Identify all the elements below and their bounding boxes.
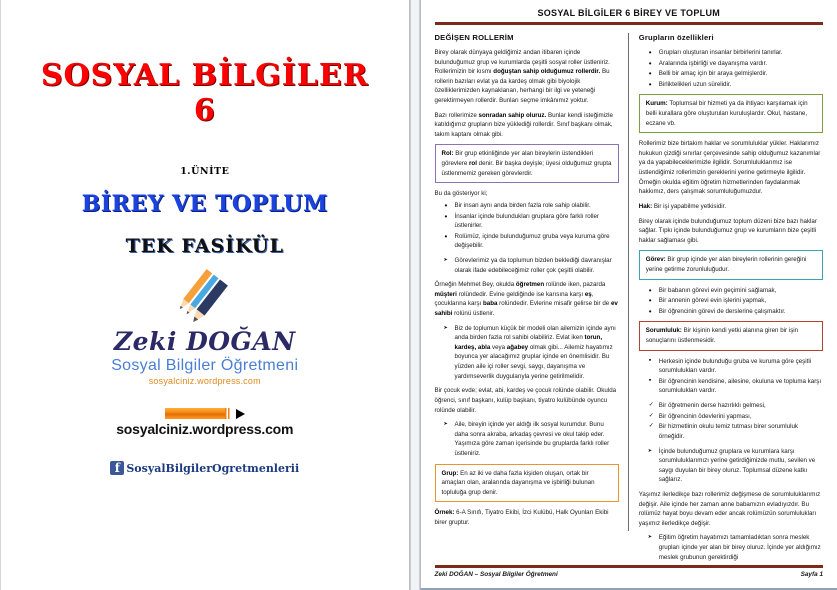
author-name: Zeki DOĞAN — [113, 327, 296, 356]
list-item: ✓ Bir hizmetlinin okulu temiz tutması birer sorumluluk örneğidir. — [651, 422, 823, 441]
list-item: ▪ Bir öğrencinin kendisine, ailesine, okuluna ve topluma karşı sorumlulukları vardır. — [651, 377, 823, 396]
paragraph-ornek — [435, 508, 619, 527]
paragraph-child-roles: Bir çocuk evde; evlat, abi, kardeş ve çocuk rolünde olabilir. Okulda öğrenci, sınıf başkanı, kulüp başkanı, tiyatro kulübünde oyuncu rolünde olabilir. — [434, 387, 617, 414]
text-run-bold: müşteri — [434, 290, 457, 298]
callout-gorev — [639, 250, 823, 279]
list-role-facts — [435, 201, 619, 251]
text-run-bold: torun, kardeş, abla — [454, 334, 603, 351]
callout-lead: Görev: — [645, 256, 666, 264]
callout-sorumluluk — [639, 321, 823, 350]
page-header-title: SOSYAL BİLGİLER 6 BİREY VE TOPLUM — [537, 8, 721, 18]
author-logo — [27, 273, 383, 331]
text-run: veya — [490, 343, 507, 351]
paragraph-mehmet-bey-example — [435, 280, 619, 318]
cover-page — [0, 0, 410, 590]
text-run: rolündedir. Evlerine misafir gelirse bir de — [497, 300, 611, 308]
list-item: ✓ Bir öğrencinin ödevlerini yapması, — [651, 412, 823, 422]
list-item: • Bir öğrencinin görevi de derslerine çalışmaktır. — [651, 307, 823, 317]
paragraph-society-rights: Birey olarak içinde bulunduğumuz toplum düzeni bize bazı haklar sağlar. Tıpkı içinde bulunduğumuz grup ve kurumların bize çeşitli haklar sağlaması gibi. — [638, 217, 817, 244]
callout-rol — [435, 144, 619, 183]
list-arrow-career-roles — [639, 533, 823, 562]
text-run: rolündedir. Evine geldiğinde ise karısına karşı — [456, 290, 585, 298]
callout-lead: Kurum: — [645, 100, 668, 108]
list-group-properties — [639, 48, 823, 89]
callout-lead: Rol: — [441, 150, 454, 158]
text-run: Toplumsal bir hizmeti ya da ihtiyacı karşılamak için belli kurallara göre oluşturulan kuruluşlardır. Okul, hastane, eczane vb. — [645, 100, 808, 127]
list-item: • Grupları oluşturan insanlar birbirlerini tanırlar. — [651, 48, 823, 58]
text-run: olmak gibi... Ailemiz hayatımız boyunca yer alacağımız gruplar içinde en önemlisidir. Bu yüzden aile içi roller sevgi, saygı, dayanışma ve yardımseverlik duygularıyla yerine getirilmelidir. — [454, 343, 613, 380]
pencil-icon — [170, 273, 240, 331]
list-item: • İnsanlar içinde bulundukları gruplara göre farklı roller üstlenirler. — [447, 212, 619, 231]
author-site-small: sosyalciniz.wordpress.com — [148, 376, 261, 386]
term-lead: Hak: — [638, 202, 653, 210]
list-item: • Bir annenin görevi evin işlerini yapmak, — [651, 296, 823, 306]
list-item: ➤ Aile, bireyin içinde yer aldığı ilk sosyal kurumdur. Bunu daha sonra akraba, arkadaş çevresi ve okul takip eder. Yaşımıza göre zaman içerisinde bu gruplarda farklı roller üstleniriz. — [447, 420, 619, 458]
list-item: ➤ İçinde bulunduğumuz gruplara ve kurumlara karşı sorumluluklarımızı yerine getirdiğimizde mutlu, sevilen ve saygı duyulan bir birey oluruz. Toplumsal düzene katkı sağlarız. — [651, 447, 823, 485]
play-triangle-icon — [236, 409, 245, 419]
section-heading-gruplarin-ozellikleri: Grupların özellikleri — [638, 33, 714, 42]
text-run-bold: rol — [469, 160, 477, 168]
cover-content — [1, 0, 409, 590]
column-right — [629, 33, 823, 561]
paragraph-acquired-roles — [435, 111, 619, 140]
text-run-bold: baba — [483, 300, 498, 308]
text-run-bold: ağabey — [506, 343, 529, 351]
text-run-bold: öğretmen — [515, 281, 545, 289]
facebook-icon: f — [110, 461, 124, 475]
paragraph-roles-intro — [435, 48, 619, 106]
callout-grup — [435, 464, 619, 503]
list-arrow-roles-varied — [435, 256, 619, 275]
list-item — [447, 324, 619, 382]
text-run: Birey olarak dünyaya geldiğimiz andan itibaren içinde bulunduğumuz grup ve kurumlarda çeşitli sosyal roller üstleniriz. Rollerimizin bir kısmı — [434, 49, 610, 76]
list-item: • Belli bir amaç için bir araya gelmişlerdir. — [651, 69, 823, 79]
list-item: • Birliktelikleri uzun sürelidir. — [651, 80, 823, 90]
footer-row — [435, 570, 824, 578]
text-run: Bir grup etkinliğinde yer alan bireylerin üstendikleri görevlere — [441, 150, 594, 168]
list-arrow-family-roles — [435, 324, 619, 382]
paragraph-changing-responsibilities: Yaşımız ilerledikçe bazı rollerimiz değişmese de sorumluluklarımız değişir. Aile içinde her zaman anne babamızın evladıyızdır. Bu rolümüz hayat boyu devam eder ancak rolümüzün sorumlulukları yaşımız ilerledikçe değişir. — [638, 490, 821, 527]
paragraph-rights-responsibilities: Rollerimiz bize birtakım haklar ve sorumluluklar yükler. Haklarımız hukukun çizdiği sınırlar çerçevesinde sahip olduğumuz kazanımlar ya da yapabileceklerimizle ilgilidir. Sorumluluklarımız ise üstlendiğimiz rollerimizin gereklerini yerine getirmeyle ilgilidir. Örneğin okulda eğitim öğretim hizmetlerinden faydalanmak hakkımız, ders çalışmak sorumluluğumuzdur. — [638, 140, 821, 196]
list-item: ➤ Eğitim öğretim hayatımızı tamamladıktan sonra meslek grupları içinde yer alan bir birey oluruz. İçinde yer aldığımız meslek grubunun gerektirdiği — [651, 533, 823, 562]
list-item: • Rolümüz, içinde bulunduğumuz gruba veya kuruma göre değişebilir. — [447, 232, 619, 251]
website-url[interactable]: sosyalciniz.wordpress.com — [116, 421, 294, 437]
footer-page-number: Sayfa 1 — [800, 571, 823, 578]
section-heading-degisen-rollerim: DEĞİŞEN ROLLERİM — [434, 33, 514, 42]
text-run-bold: eş — [584, 290, 592, 298]
text-run-bold: doğuştan sahip olduğumuz rollerdir. — [493, 68, 601, 76]
footer-author: Zeki DOĞAN – Sosyal Bilgiler Öğretmeni — [434, 571, 558, 578]
text-run-bold: ev sahibi — [434, 300, 618, 318]
list-item: • Aralarında işbirliği ve dayanışma vardır. — [651, 59, 823, 69]
callout-lead: Sorumluluk: — [645, 327, 682, 335]
text-run: En az iki ve daha fazla kişiden oluşan, ortak bir amaçları olan, aralarında dayanışma ve işbirliği bulunan topluluğa grup denir. — [441, 469, 595, 496]
text-run: rolünü üstlenir. — [452, 310, 495, 318]
list-item: ✓ Bir öğretmenin derse hazırlıklı gelmesi, — [651, 401, 823, 411]
text-run: Bazı rollerimize — [434, 111, 479, 119]
author-role: Sosyal Bilgiler Öğretmeni — [111, 357, 299, 374]
list-responsibility-facts — [639, 357, 823, 396]
cover-subtitle: BİREY VE TOPLUM — [81, 191, 328, 217]
text-run: Bunlar kendi isteğimizle katıldığımız grupların bize yüklediği rollerdir. Sınıf başkanı olmak, takım kaptanı olmak gibi. — [434, 111, 613, 138]
content-body — [421, 0, 837, 588]
content-page — [420, 0, 837, 590]
facebook-page-name[interactable]: SosyalBilgilerOgretmenlerii — [126, 461, 300, 475]
list-responsibility-examples — [639, 401, 823, 441]
text-run: Bir kişinin kendi yetki alanına giren bir işin sonuçlarını üstlenmesidir. — [645, 327, 799, 345]
list-arrow-social-benefit — [639, 447, 823, 485]
text-run: Bir işi yapabilme yetkisidir. — [652, 202, 727, 210]
page-gutter — [410, 0, 420, 590]
text-run: Biz de toplumun küçük bir modeli olan ailemizin içinde aynı anda birden fazla rol sahibi olabiliriz. Evlat iken — [454, 324, 616, 342]
column-left — [435, 33, 629, 531]
text-run: , çocuklarına karşı — [434, 290, 594, 308]
text-run: Bir grup içinde yer alan bireylerin rollerinin gereğini yerine getirme zorunluluğudur. — [645, 256, 807, 273]
list-item: ➤ Görevlerimiz ya da toplumun bizden beklediği davranışlar olarak ifade edebileceğimiz roller çok çeşitli olabilir. — [447, 256, 619, 275]
example-lead: Örnek: — [434, 509, 455, 517]
cover-title: SOSYAL BİLGİLER 6 — [40, 58, 369, 128]
text-run: Bu rollerin bazıları evlat ya da kardeş olmak gibi biyolojik özelliklerimizden kaynaklanan, herhangi bir ilgi ve yeteneği gerektirmeyen rollerdir. Bunları seçme imkânımız yoktur. — [434, 68, 610, 105]
paragraph-hak-definition — [639, 202, 823, 212]
orange-bars-icon — [165, 408, 225, 419]
page-footer — [435, 565, 824, 578]
list-item: • Bir insan aynı anda birden fazla role sahip olabilir. — [447, 201, 619, 211]
list-item: • Bir babanın görevi evin geçimini sağlamak, — [651, 286, 823, 296]
text-run: Örneğin Mehmet Bey, okulda — [434, 281, 516, 289]
facebook-link[interactable] — [27, 461, 383, 475]
text-run: denir. Bir başka deyişle; üyesi olduğumuz grupta üstlenmemiz gereken görevlerdir. — [441, 160, 612, 177]
list-duty-examples — [639, 286, 823, 317]
banner-graphic — [165, 408, 245, 419]
website-banner[interactable] — [27, 408, 383, 437]
list-item: ▪ Herkesin içinde bulunduğu gruba ve kuruma göre çeşitli sorumlulukları vardır. — [651, 357, 823, 376]
footer-rule — [435, 565, 824, 568]
header-rule — [435, 22, 824, 25]
cover-unit-label: 1.ÜNİTE — [180, 166, 230, 177]
list-arrow-family-first-institution — [435, 420, 619, 458]
cover-fascicle-label: TEK FASİKÜL — [125, 235, 284, 257]
text-run-bold: sonradan sahip oluruz. — [478, 111, 547, 119]
callout-lead: Grup: — [441, 469, 459, 477]
callout-kurum — [639, 94, 823, 133]
text-run: rolünde iken, pazarda — [544, 281, 606, 289]
text-run: 6-A Sınıfı, Tiyatro Ekibi, İzci Kulübü, Halk Oyunları Ekibi birer gruptur. — [434, 509, 609, 526]
lead-in-bu-da: Bu da gösteriyor ki; — [434, 190, 488, 198]
two-column-layout — [434, 33, 824, 561]
